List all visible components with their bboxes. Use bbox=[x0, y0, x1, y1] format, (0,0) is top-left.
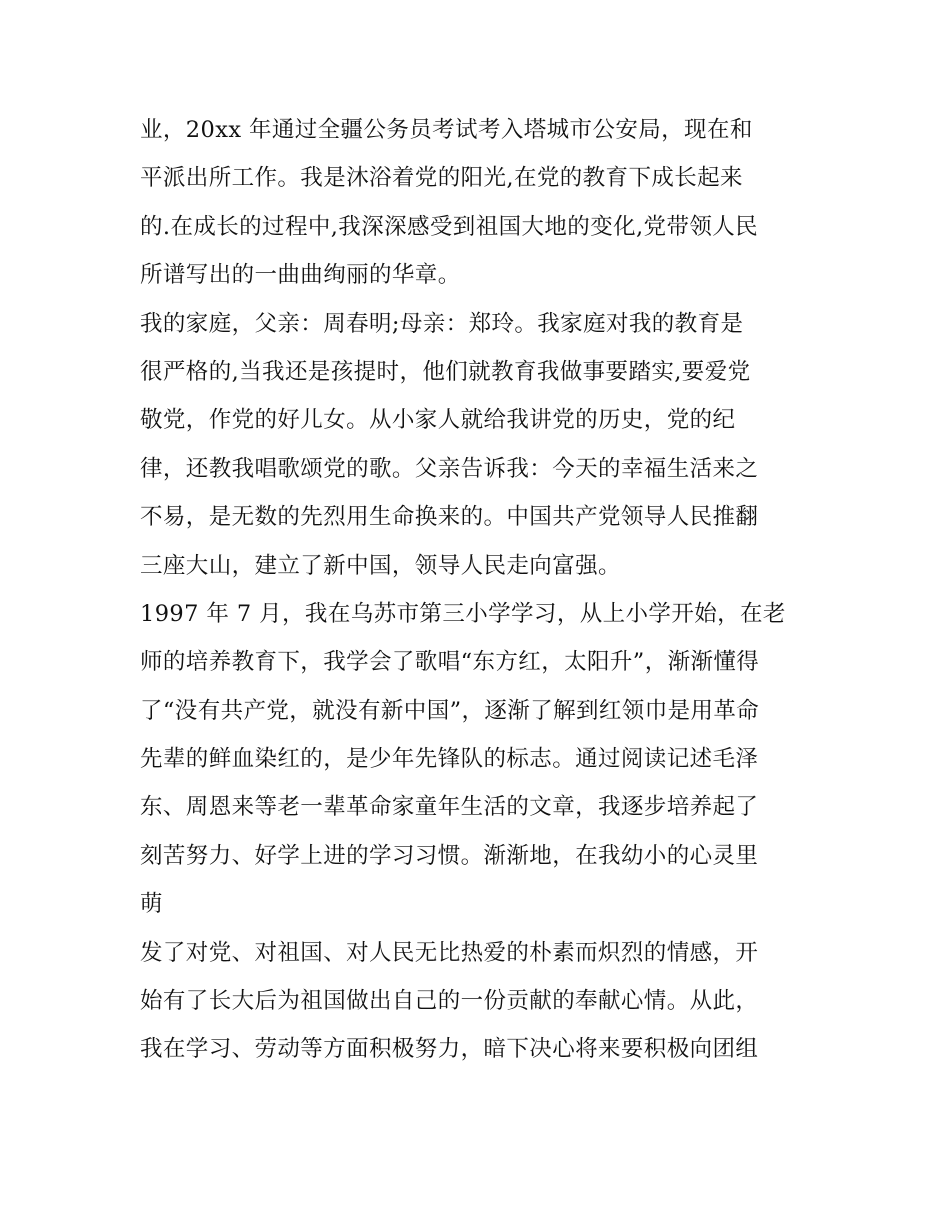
text-line: 业，20xx 年通过全疆公务员考试考入塔城市公安局，现在和 bbox=[140, 117, 753, 143]
text-line: 刻苦努力、好学上进的学习习惯。渐渐地，在我幼小的心灵里 bbox=[140, 842, 759, 869]
text-line: 很严格的,当我还是孩提时，他们就教育我做事要踏实,要爱党 bbox=[140, 358, 751, 385]
text-line: 平派出所工作。我是沐浴着党的阳光,在党的教育下成长起来 bbox=[140, 165, 743, 192]
text-line: 不易，是无数的先烈用生命换来的。中国共产党领导人民推翻 bbox=[140, 504, 759, 531]
text-line: 萌 bbox=[140, 891, 163, 918]
text-line: 东、周恩来等老一辈革命家童年生活的文章，我逐步培养起了 bbox=[140, 794, 759, 821]
text-line: 律，还教我唱歌颂党的歌。父亲告诉我：今天的幸福生活来之 bbox=[140, 455, 759, 482]
text-line: 三座大山，建立了新中国，领导人民走向富强。 bbox=[140, 552, 621, 579]
text-line: 我的家庭，父亲：周春明;母亲：郑玲。我家庭对我的教育是 bbox=[140, 310, 744, 337]
text-line: 所谱写出的一曲曲绚丽的华章。 bbox=[140, 262, 461, 289]
text-line: 始有了长大后为祖国做出自己的一份贡献的奉献心情。从此， bbox=[140, 988, 759, 1015]
text-line: 师的培养教育下，我学会了歌唱“东方红，太阳升”，渐渐懂得 bbox=[140, 649, 760, 676]
text-line: 1997 年 7 月，我在乌苏市第三小学学习，从上小学开始，在老 bbox=[140, 600, 786, 627]
text-line: 发了对党、对祖国、对人民无比热爱的朴素而炽烈的情感，开 bbox=[140, 939, 759, 966]
text-line: 的.在成长的过程中,我深深感受到祖国大地的变化,党带领人民 bbox=[140, 213, 759, 240]
text-line: 了“没有共产党，就没有新中国”，逐渐了解到红领巾是用革命 bbox=[140, 697, 760, 724]
body-text bbox=[140, 106, 820, 1074]
text-line: 先辈的鲜血染红的，是少年先锋队的标志。通过阅读记述毛泽 bbox=[140, 746, 759, 773]
text-line: 敬党，作党的好儿女。从小家人就给我讲党的历史，党的纪 bbox=[140, 407, 736, 434]
text-line: 我在学习、劳动等方面积极努力，暗下决心将来要积极向团组 bbox=[140, 1036, 759, 1063]
